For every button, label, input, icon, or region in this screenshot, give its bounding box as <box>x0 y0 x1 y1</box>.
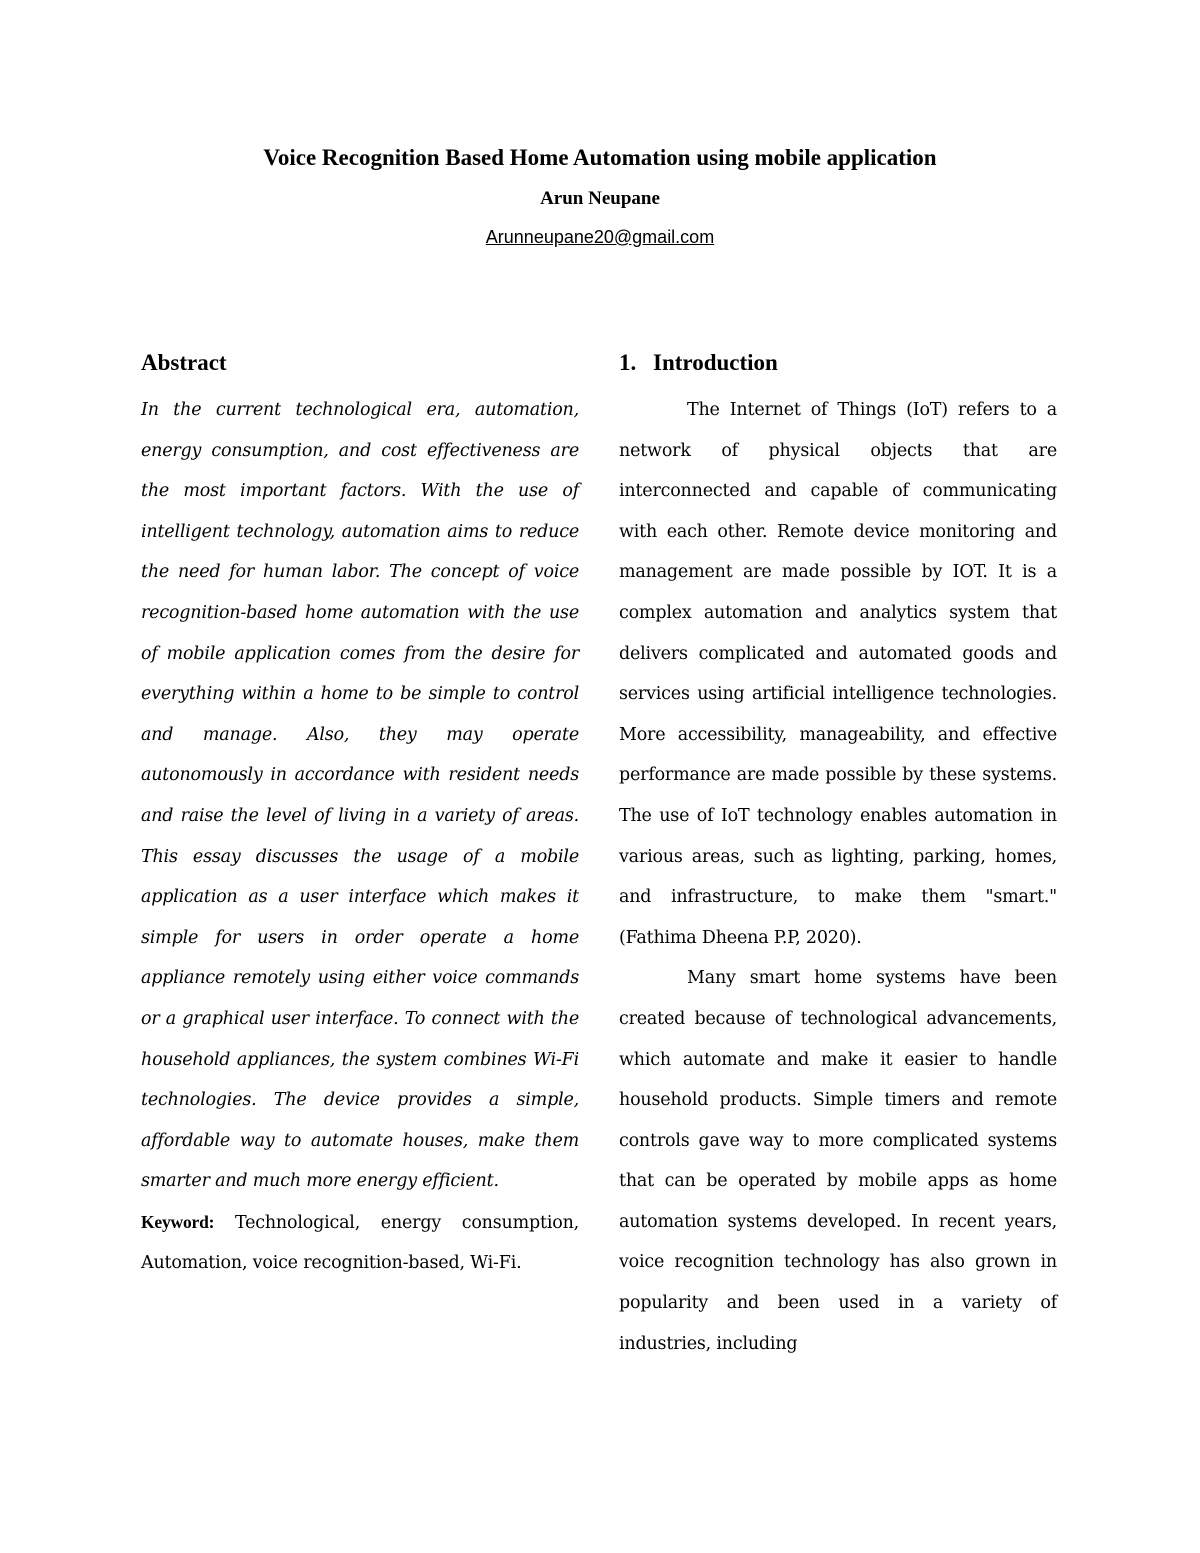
abstract-heading: Abstract <box>141 350 227 375</box>
author-email-link[interactable]: Arunneupane20@gmail.com <box>485 227 715 247</box>
keywords-list: Technological, energy consumption, Automation, voice recognition-based, Wi-Fi. <box>141 1212 579 1274</box>
section-title: Introduction <box>653 350 778 375</box>
introduction-heading <box>619 346 1057 380</box>
left-column <box>141 346 579 1284</box>
keyword-label: Keyword: <box>141 1211 215 1232</box>
paper-header <box>0 140 1200 252</box>
paper-title: Voice Recognition Based Home Automation using mobile application <box>263 145 937 170</box>
keywords-paragraph <box>141 1202 579 1284</box>
author-name: Arun Neupane <box>540 188 660 209</box>
right-column <box>619 346 1057 1364</box>
abstract-text: In the current technological era, automation, energy consumption, and cost effectiveness are the most important factors. With the use of intelligent technology, automation aims to reduce the need for human labor. The concept of voice recognition-based home automation with the use of mobile application comes from the desire for everything within a home to be simple to control and manage. Also, they may operate autonomously in accordance with resident needs and raise the level of living in a variety of areas. This essay discusses the usage of a mobile application as a user interface which makes it simple for users in order operate a home appliance remotely using either voice commands or a graphical user interface. To connect with the household appliances, the system combines Wi-Fi technologies. The device provides a simple, affordable way to automate houses, make them smarter and much more energy efficient. <box>141 400 579 1192</box>
intro-paragraph-2: Many smart home systems have been created because of technological advancements, which automate and make it easier to handle household products. Simple timers and remote controls gave way to more complicated systems that can be operated by mobile apps as home automation systems developed. In recent years, voice recognition technology has also grown in popularity and been used in a variety of industries, including <box>619 968 1057 1354</box>
section-number: 1. <box>619 350 637 375</box>
intro-paragraph-1: The Internet of Things (IoT) refers to a network of physical objects that are interconnected and capable of communicating with each other. Remote device monitoring and management are made possible by IOT. It is a complex automation and analytics system that delivers complicated and automated goods and services using artificial intelligence technologies. More accessibility, manageability, and effective performance are made possible by these systems. The use of IoT technology enables automation in various areas, such as lighting, parking, homes, and infrastructure, to make them "smart." (Fathima Dheena P.P, 2020). <box>619 400 1057 948</box>
